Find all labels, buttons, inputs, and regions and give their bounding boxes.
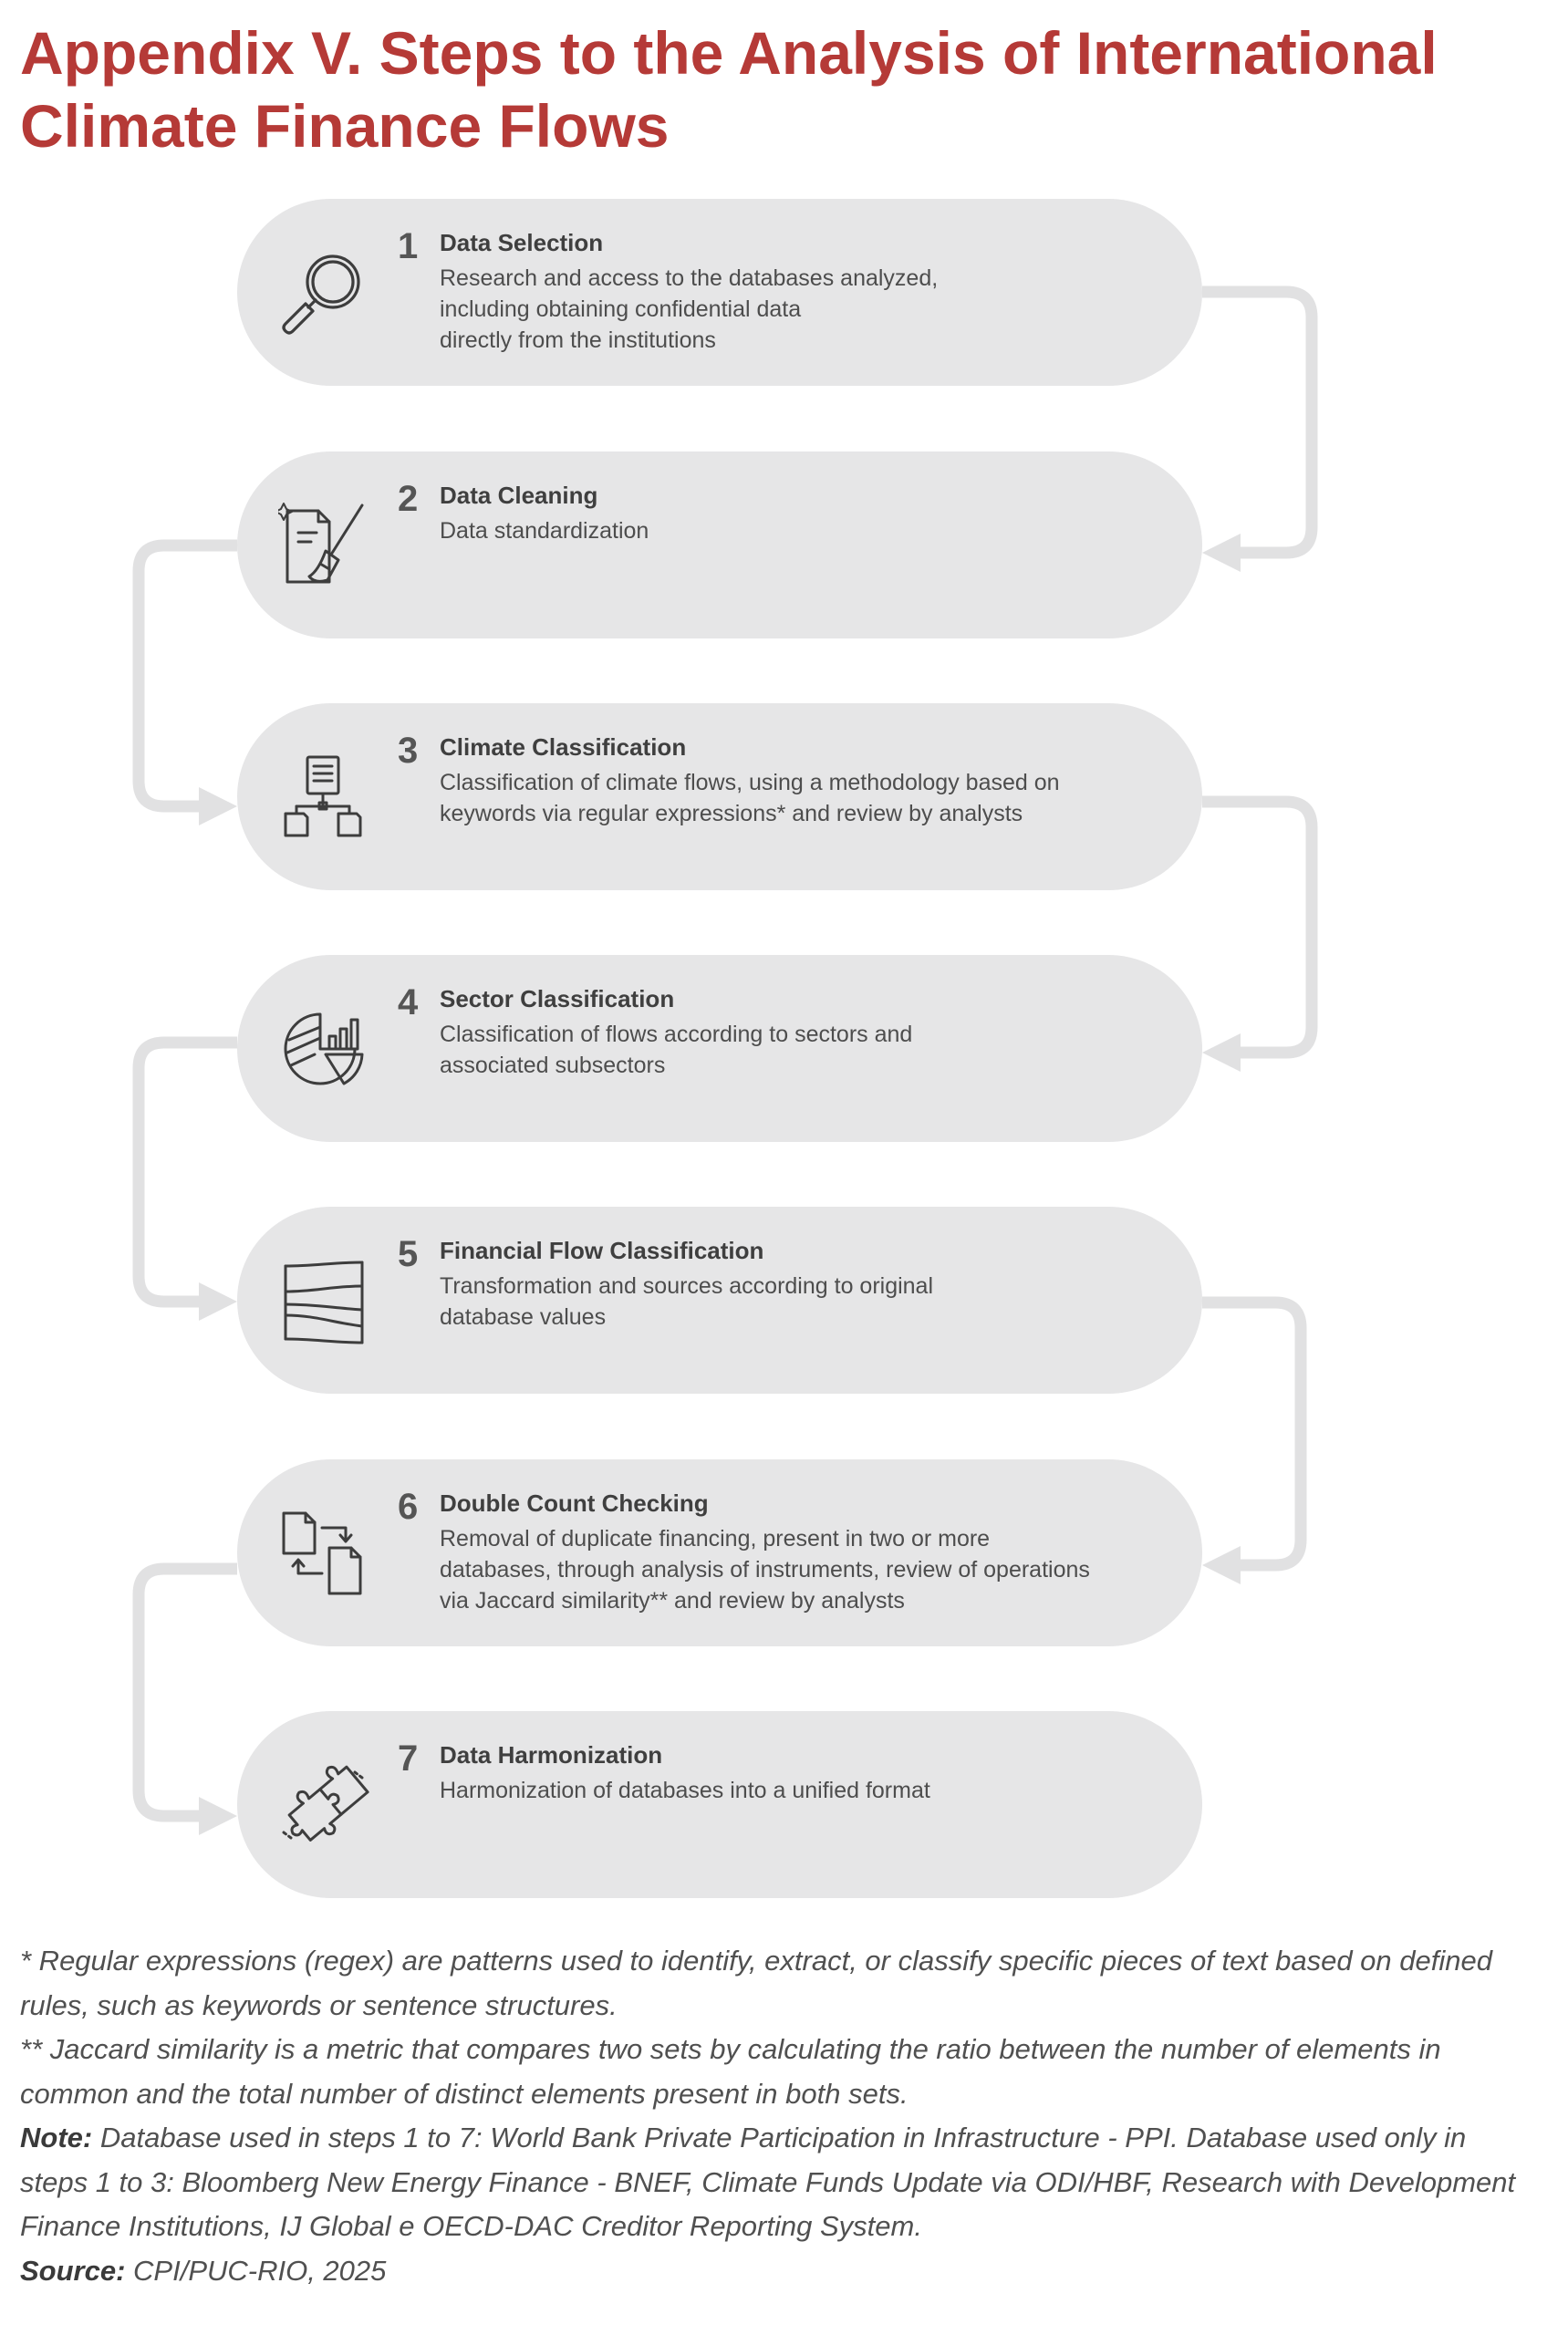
step-description-line: databases, through analysis of instruments, review of operations (440, 1557, 1090, 1583)
step-description (440, 767, 1169, 829)
step-number: 3 (398, 731, 419, 771)
step-description-line: directly from the institutions (440, 327, 716, 353)
note-text: Database used in steps 1 to 7: World Bank Private Participation in Infrastructure - PPI. Database used only in steps 1 to 3: Bloomberg New Energy Finance - BNEF, Climate Funds Update via ODI/HBF, Research with Development Finance Institutions, IJ Global e OECD-DAC Creditor Reporting System. (20, 2122, 1516, 2242)
step-title: Data Harmonization (440, 1741, 663, 1769)
connector-3-4 (1202, 802, 1312, 1053)
step-number: 5 (398, 1234, 419, 1274)
connector-1-2 (1202, 292, 1312, 553)
step-6-double-count-checking (237, 1459, 1202, 1646)
arrowhead-2 (1202, 534, 1241, 572)
step-description-line: including obtaining confidential data (440, 296, 802, 322)
step-description-line: Harmonization of databases into a unified format (440, 1778, 930, 1803)
step-5-financial-flow-classification (237, 1207, 1202, 1394)
step-description (440, 263, 1169, 356)
puzzle-piece-icon (278, 1759, 369, 1851)
arrowhead-6 (1202, 1546, 1241, 1584)
connector-2-3 (139, 545, 237, 806)
footnote-regex: * Regular expressions (regex) are patterns used to identify, extract, or classify specific pieces of text based on defined rules, such as keywords or sentence structures. (20, 1945, 1492, 2021)
step-description-line: Removal of duplicate financing, present in two or more (440, 1526, 991, 1551)
footnotes (20, 1939, 1534, 2293)
step-description-line: Transformation and sources according to original (440, 1273, 934, 1299)
page-title-line-2: Climate Finance Flows (20, 92, 670, 160)
step-number: 1 (398, 226, 419, 266)
step-description-line: keywords via regular expressions* and review by analysts (440, 801, 1023, 826)
step-title: Financial Flow Classification (440, 1237, 764, 1264)
connector-5-6 (1202, 1302, 1301, 1565)
source-label: Source: (20, 2254, 126, 2287)
page-title-line-1: Appendix V. Steps to the Analysis of International (20, 19, 1438, 87)
step-description-line: via Jaccard similarity** and review by analysts (440, 1588, 905, 1614)
step-description-line: database values (440, 1304, 607, 1330)
step-description (440, 1271, 1169, 1333)
arrowhead-3 (199, 787, 237, 825)
step-title: Sector Classification (440, 985, 675, 1012)
step-description-line: Research and access to the databases analyzed, (440, 265, 939, 291)
note (20, 2116, 1534, 2249)
source (20, 2249, 1534, 2294)
connector-4-5 (139, 1043, 237, 1302)
step-description (440, 1019, 1169, 1081)
arrowhead-4 (1202, 1033, 1241, 1072)
step-description (440, 1523, 1169, 1616)
step-description-line: Classification of climate flows, using a methodology based on (440, 770, 1060, 795)
step-description (440, 1775, 1169, 1806)
step-title: Climate Classification (440, 733, 687, 761)
step-description-line: associated subsectors (440, 1053, 666, 1078)
note-label: Note: (20, 2122, 93, 2153)
arrowhead-7 (199, 1797, 237, 1835)
step-number: 6 (398, 1487, 419, 1527)
document-hierarchy-icon (278, 752, 369, 843)
step-4-sector-classification (237, 955, 1202, 1142)
step-number: 4 (398, 982, 419, 1022)
flow-streams-icon (278, 1255, 369, 1346)
step-title: Data Cleaning (440, 482, 598, 509)
magnifier-icon (278, 247, 369, 338)
arrowhead-5 (199, 1282, 237, 1321)
step-2-data-cleaning (237, 451, 1202, 638)
connector-6-7 (139, 1569, 237, 1816)
step-3-climate-classification (237, 703, 1202, 890)
step-number: 2 (398, 479, 419, 519)
step-title: Data Selection (440, 229, 604, 256)
step-1-data-selection (237, 199, 1202, 386)
step-number: 7 (398, 1738, 419, 1779)
step-description-line: Data standardization (440, 518, 649, 544)
step-7-data-harmonization (237, 1711, 1202, 1898)
source-text: CPI/PUC-RIO, 2025 (125, 2254, 387, 2287)
step-description-line: Classification of flows according to sectors and (440, 1022, 913, 1047)
step-title: Double Count Checking (440, 1489, 709, 1517)
document-swap-icon (278, 1508, 369, 1599)
pie-bar-chart-icon (278, 1003, 369, 1095)
step-description (440, 515, 1169, 546)
document-broom-icon (278, 500, 369, 591)
footnote-jaccard: ** Jaccard similarity is a metric that compares two sets by calculating the ratio between the number of elements in common and the total number of distinct elements present in both sets. (20, 2033, 1441, 2110)
